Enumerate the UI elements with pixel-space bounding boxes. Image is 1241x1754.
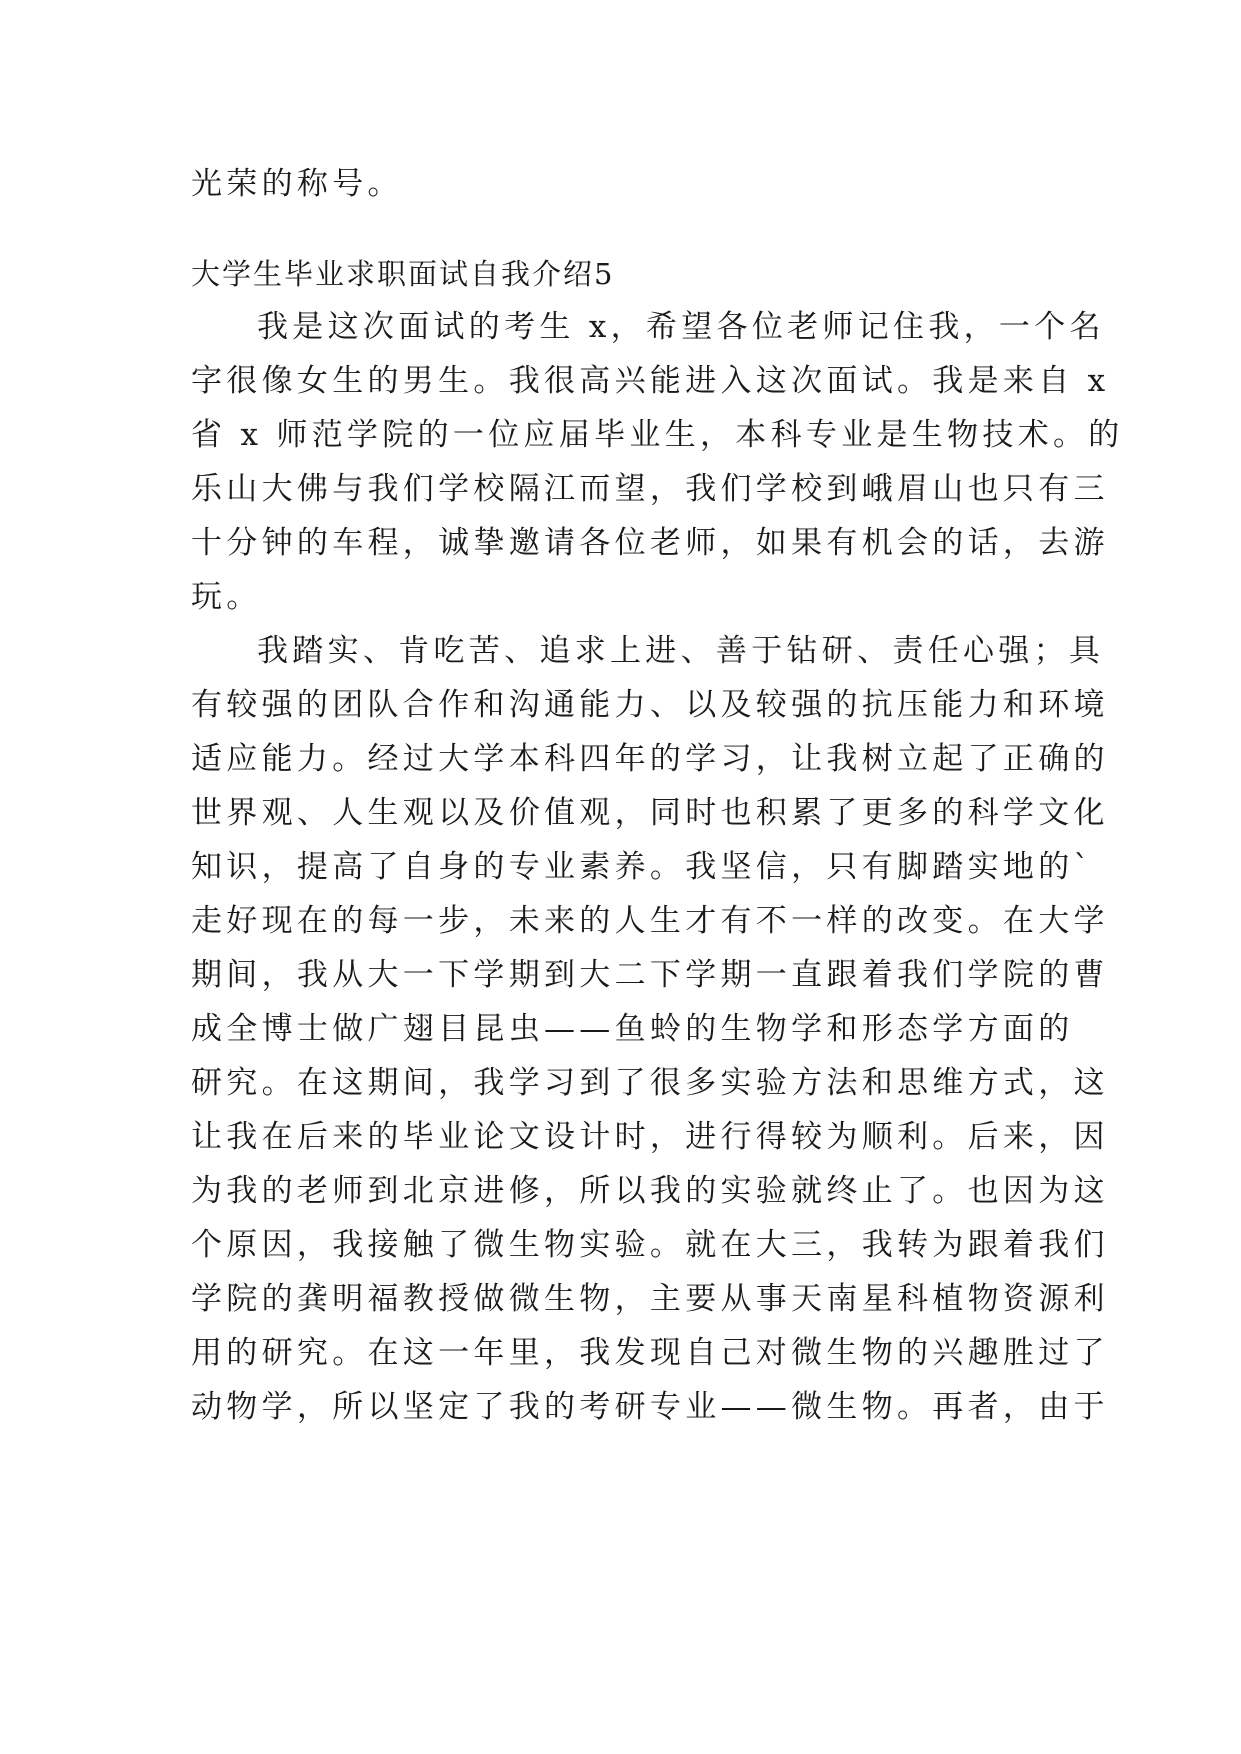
text-line: 我踏实、肯吃苦、追求上进、善于钻研、责任心强；具	[257, 633, 1105, 669]
text-line: 走好现在的每一步，未来的人生才有不一样的改变。在大学	[191, 903, 1109, 939]
text-line: 个原因，我接触了微生物实验。就在大三，我转为跟着我们	[191, 1227, 1109, 1263]
text-line: 十分钟的车程，诚挚邀请各位老师，如果有机会的话，去游	[191, 525, 1109, 561]
text-line: 适应能力。经过大学本科四年的学习，让我树立起了正确的	[191, 741, 1109, 777]
text-line: 动物学，所以坚定了我的考研专业——微生物。再者，由于	[191, 1389, 1109, 1425]
text-line: 为我的老师到北京进修，所以我的实验就终止了。也因为这	[191, 1173, 1109, 1209]
text-line: 学院的龚明福教授做微生物，主要从事天南星科植物资源利	[191, 1281, 1109, 1317]
section-heading: 大学生毕业求职面试自我介绍5	[191, 257, 615, 291]
text-line: 乐山大佛与我们学校隔江而望，我们学校到峨眉山也只有三	[191, 471, 1109, 507]
text-line: 光荣的称号。	[191, 166, 403, 202]
text-line: 让我在后来的毕业论文设计时，进行得较为顺利。后来，因	[191, 1119, 1109, 1155]
text-line: 成全博士做广翅目昆虫——鱼蛉的生物学和形态学方面的	[191, 1011, 1074, 1047]
text-line: 用的研究。在这一年里，我发现自己对微生物的兴趣胜过了	[191, 1335, 1109, 1371]
text-line: 有较强的团队合作和沟通能力、以及较强的抗压能力和环境	[191, 687, 1109, 723]
text-line: 我是这次面试的考生 x，希望各位老师记住我，一个名	[257, 309, 1105, 345]
text-line: 省 x 师范学院的一位应届毕业生，本科专业是生物技术。的	[191, 417, 1124, 453]
text-line: 研究。在这期间，我学习到了很多实验方法和思维方式，这	[191, 1065, 1109, 1101]
text-line: 知识，提高了自身的专业素养。我坚信，只有脚踏实地的`	[191, 849, 1094, 885]
text-line: 字很像女生的男生。我很高兴能进入这次面试。我是来自 x	[191, 363, 1110, 399]
text-line: 世界观、人生观以及价值观，同时也积累了更多的科学文化	[191, 795, 1109, 831]
text-line: 期间，我从大一下学期到大二下学期一直跟着我们学院的曹	[191, 957, 1109, 993]
text-line: 玩。	[191, 579, 262, 615]
